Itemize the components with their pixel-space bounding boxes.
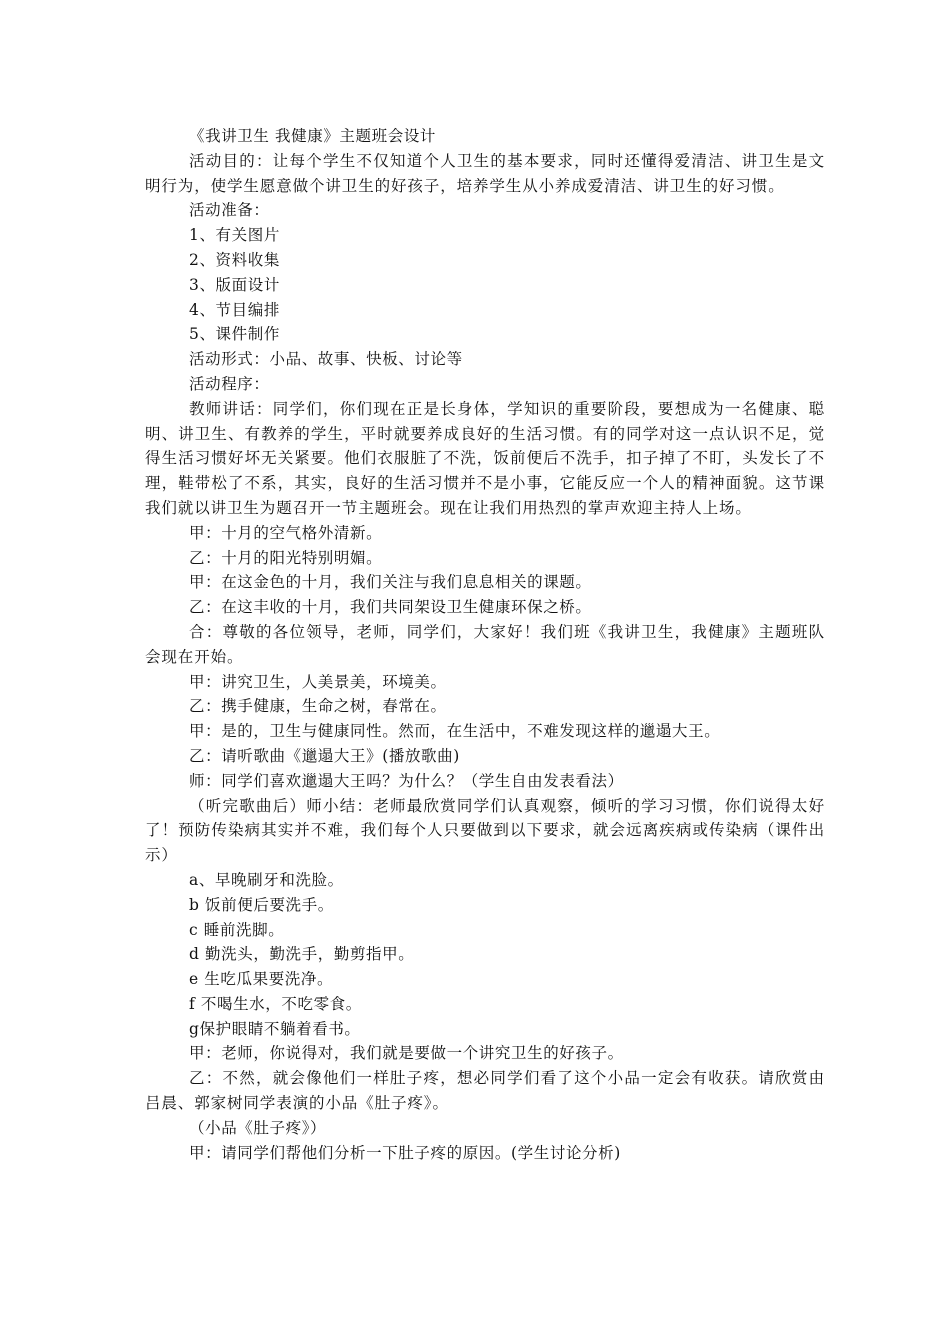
dialogue-line: 甲：是的，卫生与健康同性。然而，在生活中，不难发现这样的邋遢大王。 (189, 722, 721, 741)
list-item: 1、有关图片 (189, 226, 280, 245)
list-item: g保护眼睛不躺着看书。 (189, 1019, 361, 1038)
list-item: e 生吃瓜果要洗净。 (189, 970, 334, 989)
list-item: 5、课件制作 (189, 325, 280, 344)
list-item: a、早晚刷牙和洗脸。 (189, 870, 344, 889)
dialogue-line: 甲：在这金色的十月，我们关注与我们息息相关的课题。 (189, 573, 592, 592)
paragraph-teacher-speech: 教师讲话：同学们，你们现在正是长身体，学知识的重要阶段，要想成为一名健康、聪明、讲卫生、有教养的学生，平时就要养成良好的生活习惯。有的同学对这一点认识不足，觉得生活习惯好坏无关紧要。他们衣服脏了不洗，饭前便后不洗手，扣子掉了不盯，头发长了不理，鞋带松了不系，其实，良好的生活习惯并不是小事，它能反应一个人的精神面貌。这节课我们就以讲卫生为题召开一节主题班会。现在让我们用热烈的掌声欢迎主持人上场。 (145, 399, 825, 517)
document-body (145, 124, 825, 1165)
dialogue-line: 乙：携手健康，生命之树，春常在。 (189, 697, 447, 716)
dialogue-line: 甲：请同学们帮他们分析一下肚子疼的原因。(学生讨论分析) (189, 1143, 621, 1162)
list-item: 4、节目编排 (189, 300, 280, 319)
dialogue-line: 甲：讲究卫生，人美景美，环境美。 (189, 672, 447, 691)
dialogue-line: 合：尊敬的各位领导，老师，同学们，大家好！我们班《我讲卫生，我健康》主题班队会现在开始。 (145, 622, 825, 666)
list-item: f 不喝生水，不吃零食。 (189, 994, 362, 1013)
dialogue-line: 乙：不然，就会像他们一样肚子疼，想必同学们看了这个小品一定会有收获。请欣赏由吕晨、郭家树同学表演的小品《肚子疼》。 (145, 1069, 825, 1113)
dialogue-line: 师：同学们喜欢邋遢大王吗？为什么？（学生自由发表看法） (189, 771, 624, 790)
paragraph-activity-preparation: 活动准备： (189, 201, 270, 220)
paragraph-activity-procedure: 活动程序： (189, 374, 270, 393)
list-item: c 睡前洗脚。 (189, 920, 285, 939)
dialogue-line: 甲：十月的空气格外清新。 (189, 523, 383, 542)
paragraph-activity-form: 活动形式：小品、故事、快板、讨论等 (189, 350, 463, 369)
dialogue-line: 乙：十月的阳光特别明媚。 (189, 548, 383, 567)
document-title: 《我讲卫生 我健康》主题班会设计 (189, 127, 437, 145)
dialogue-line: 乙：请听歌曲《邋遢大王》(播放歌曲) (189, 746, 460, 765)
dialogue-line: 甲：老师，你说得对，我们就是要做一个讲究卫生的好孩子。 (189, 1044, 624, 1063)
paragraph-activity-purpose: 活动目的：让每个学生不仅知道个人卫生的基本要求，同时还懂得爱清洁、讲卫生是文明行为，使学生愿意做个讲卫生的好孩子，培养学生从小养成爱清洁、讲卫生的好习惯。 (145, 151, 825, 195)
dialogue-line: 乙：在这丰收的十月，我们共同架设卫生健康环保之桥。 (189, 598, 592, 617)
list-item: d 勤洗头，勤洗手，勤剪指甲。 (189, 945, 415, 964)
skit-note: （小品《肚子疼》） (189, 1118, 327, 1137)
paragraph-teacher-summary: （听完歌曲后）师小结：老师最欣赏同学们认真观察，倾听的学习习惯，你们说得太好了！预防传染病其实并不难，我们每个人只要做到以下要求，就会远离疾病或传染病（课件出示） (145, 796, 825, 865)
list-item: b 饭前便后要洗手。 (189, 895, 334, 914)
list-item: 3、版面设计 (189, 275, 280, 294)
list-item: 2、资料收集 (189, 250, 280, 269)
